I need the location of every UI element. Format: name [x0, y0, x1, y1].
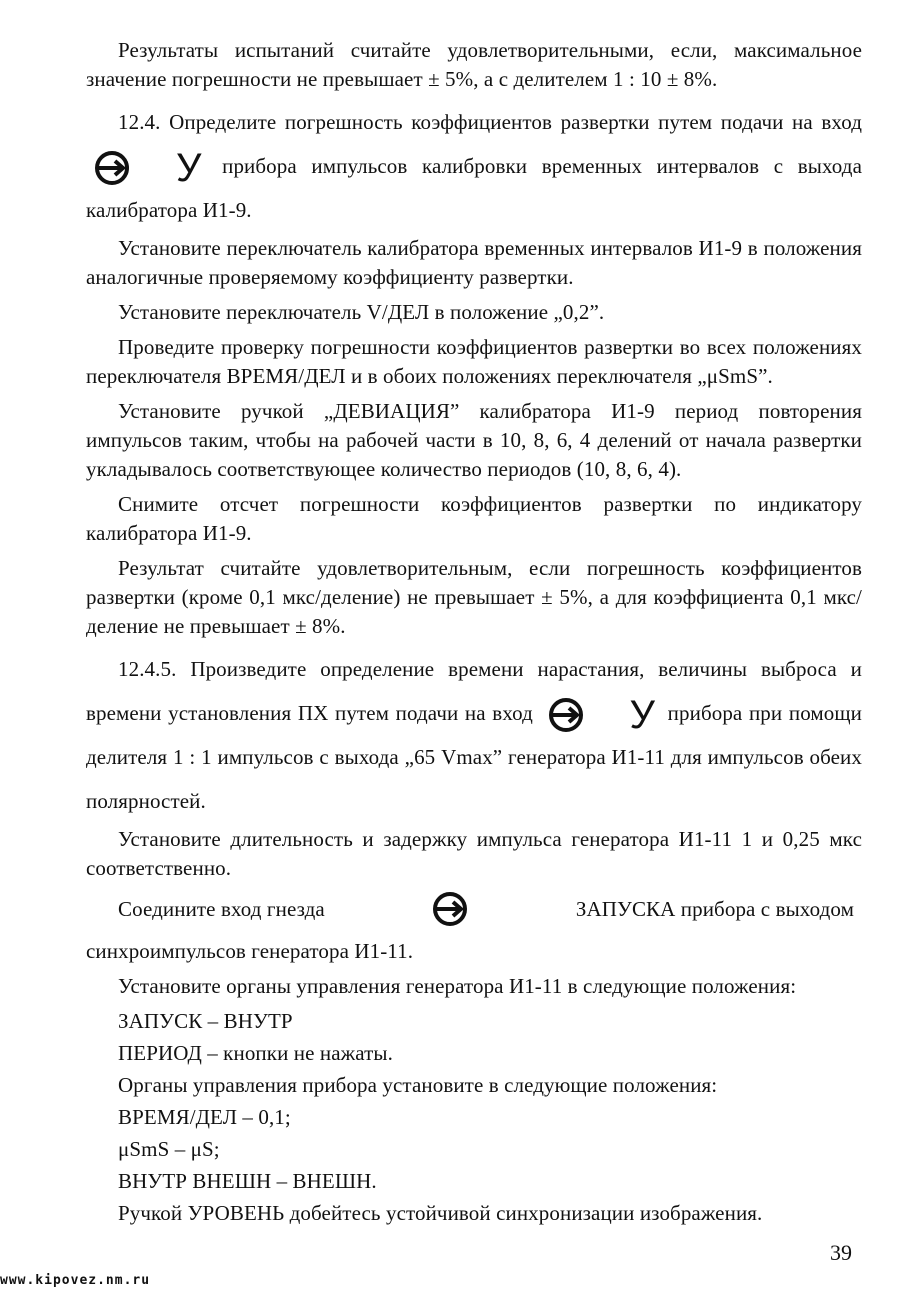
- vertical-input-symbol-2: [546, 693, 656, 738]
- paragraph-level: Ручкой УРОВЕНЬ добейтесь устойчивой синхронизации изображения.: [118, 1201, 763, 1226]
- paragraph-pulse-duration: Установите длительность и задержку импульса генератора И1-11 1 и 0,25 мкс соответственно.: [86, 827, 862, 881]
- circle-arrow-input-icon: [92, 148, 132, 188]
- paragraph-result-criteria: Результат считайте удовлетворительным, если погрешность коэффициентов развертки (кроме 0,1 мкс/деление) не превышает ± 5%, а для коэффициента 0,1 мкс/деление не превышает ± 8%.: [86, 556, 862, 639]
- list-item-device-controls: Органы управления прибора установите в следующие положения:: [118, 1073, 718, 1098]
- launch-input-symbol: [430, 889, 470, 929]
- circle-arrow-input-icon: [430, 889, 470, 929]
- body-text: [86, 36, 862, 1234]
- paragraph-check: Проведите проверку погрешности коэффициентов развертки во всех положениях переключателя ВРЕМЯ/ДЕЛ и в обоих положениях переключателя „μSmS”.: [86, 335, 862, 389]
- list-item-usms: μSmS – μS;: [118, 1137, 220, 1162]
- paragraph-12-4: 12.4. Определите погрешность коэффициентов развертки путем подачи на вход У прибора импульсов калибровки временных интервалов с выхода калибратора И1-9.: [86, 110, 862, 223]
- footer-url: www.kipovez.nm.ru: [0, 1273, 151, 1288]
- paragraph-sync-pulses: синхроимпульсов генератора И1-11.: [86, 939, 414, 964]
- page-number: 39: [830, 1240, 852, 1265]
- circle-arrow-input-icon: [546, 695, 586, 735]
- paragraph-vdel: Установите переключатель V/ДЕЛ в положение „0,2”.: [118, 300, 605, 325]
- paragraph-readout: Снимите отсчет погрешности коэффициентов развертки по индикатору калибратора И1-9.: [86, 492, 862, 546]
- list-item-timediv: ВРЕМЯ/ДЕЛ – 0,1;: [118, 1105, 291, 1130]
- paragraph-connect-launch: Соедините вход гнезда ЗАПУСКА прибора с выходом: [86, 889, 862, 929]
- input-letter-y: У: [176, 146, 202, 191]
- list-item-launch: ЗАПУСК – ВНУТР: [118, 1009, 293, 1034]
- paragraph-12-4-5: 12.4.5. Произведите определение времени нарастания, величины выброса и времени установления ПХ путем подачи на вход У прибора при помощи делителя 1 : 1 импульсов с выхода „65 Vmax” генератора И1-11 для импульсов обеих полярностей.: [86, 657, 862, 814]
- paragraph-deviation: Установите ручкой „ДЕВИАЦИЯ” калибратора И1-9 период повторения импульсов таким, чтобы на рабочей части в 10, 8, 6, 4 делений от начала развертки укладывалось соответствующее количество периодов (10, 8, 6, 4).: [86, 399, 862, 482]
- input-letter-y: У: [629, 693, 656, 738]
- list-item-period: ПЕРИОД – кнопки не нажаты.: [118, 1041, 393, 1066]
- paragraph-generator-controls: Установите органы управления генератора И1-11 в следующие положения:: [118, 974, 797, 999]
- list-item-internal-external: ВНУТР ВНЕШН – ВНЕШН.: [118, 1169, 377, 1194]
- paragraph-switch-positions: Установите переключатель калибратора временных интервалов И1-9 в положения аналогичные проверяемому коэффициенту развертки.: [86, 236, 862, 290]
- vertical-input-symbol: [92, 146, 202, 191]
- paragraph-results: Результаты испытаний считайте удовлетворительными, если, максимальное значение погрешности не превышает ± 5%, а с делителем 1 : 10 ± 8%.: [86, 38, 862, 91]
